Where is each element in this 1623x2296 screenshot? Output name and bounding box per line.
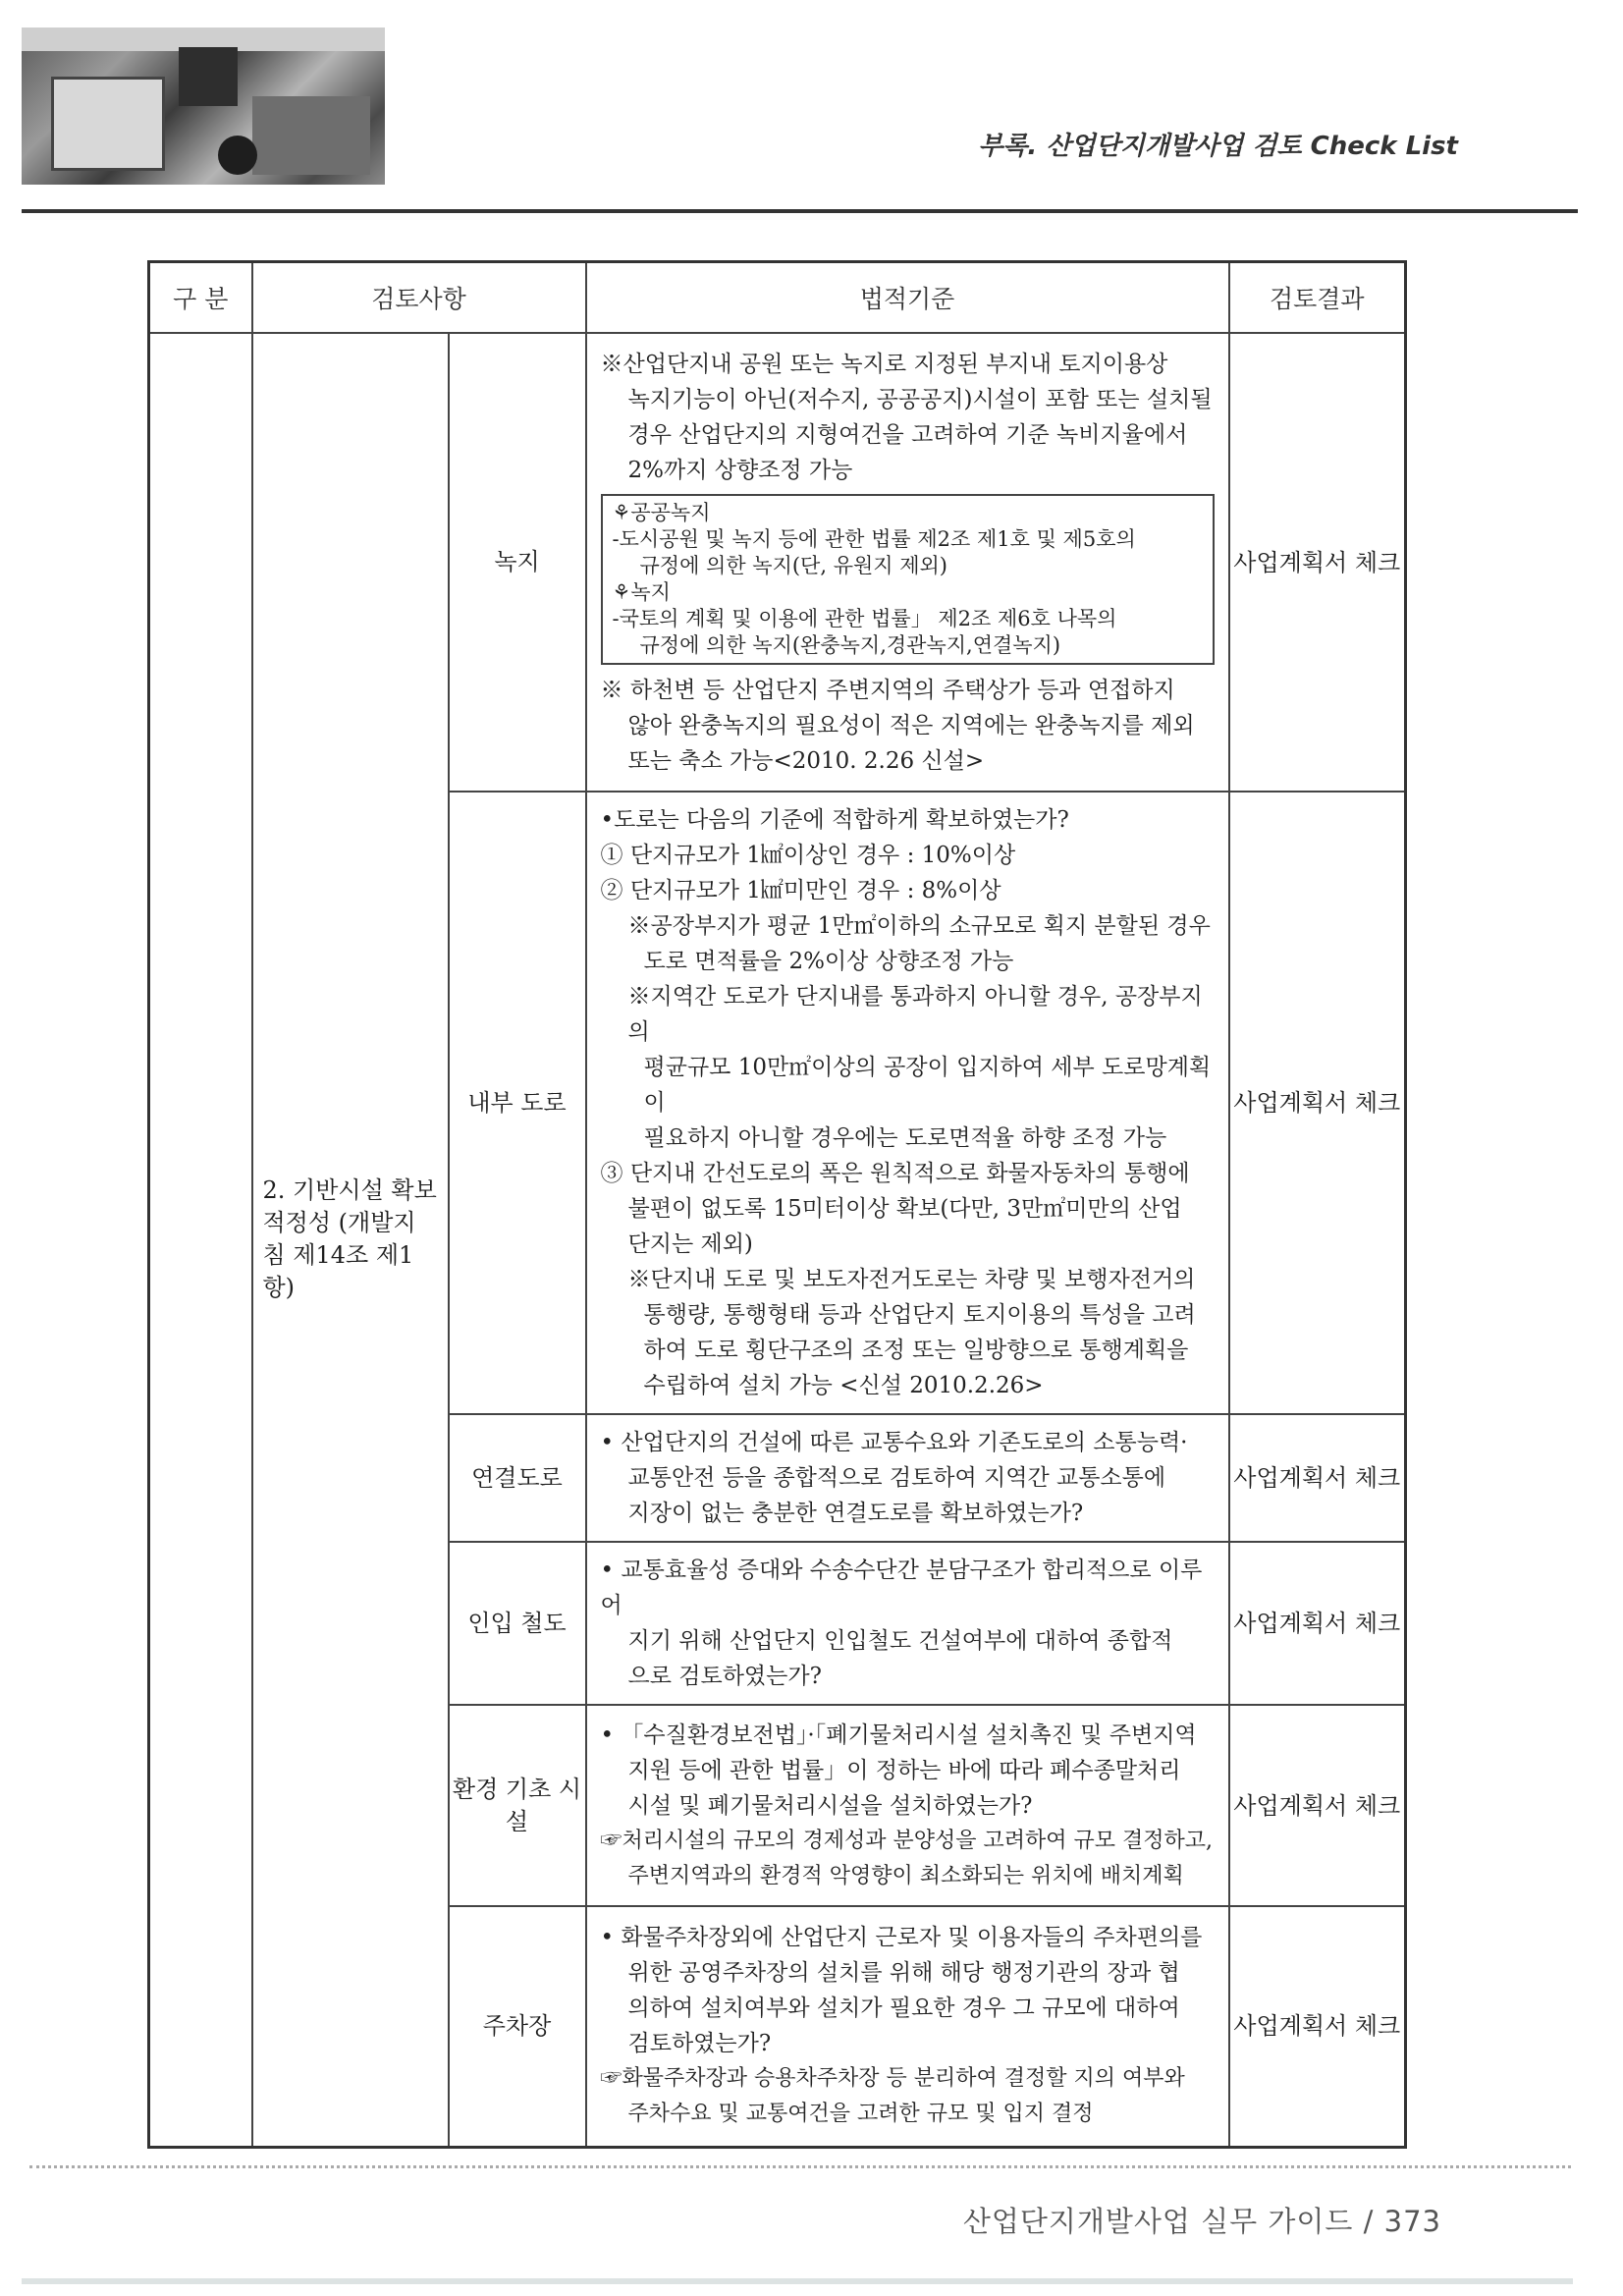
box-line: ⚘녹지 [612,579,671,604]
criteria-line: 필요하지 아니할 경우에는 도로면적율 하향 조정 가능 [643,1125,1167,1151]
category-blank-cell [149,333,252,2147]
criteria-line: 의하여 설치여부와 설치가 필요한 경우 그 규모에 대하여 [627,1995,1180,2022]
criteria-line: 주변지역과의 환경적 악영향이 최소화되는 위치에 배치계획 [627,1863,1184,1888]
header-criteria: 법적기준 [586,262,1229,334]
criteria-line: 위한 공영주차장의 설치를 위해 해당 행정기관의 장과 협 [627,1960,1180,1987]
criteria-line: 지장이 없는 충분한 연결도로를 확보하였는가? [627,1501,1084,1526]
criteria-line: 도로 면적률을 2%이상 상향조정 가능 [643,949,1014,974]
checklist-table [147,260,1407,2149]
criteria-cell [586,1542,1229,1705]
criteria-line: 않아 완충녹지의 필요성이 적은 지역에는 완충녹지를 제외 [627,712,1195,738]
criteria-line: 단지는 제외) [627,1231,753,1257]
criteria-line: 교통안전 등을 종합적으로 검토하여 지역간 교통소통에 [627,1465,1166,1491]
criteria-line: • 산업단지의 건설에 따른 교통수요와 기존도로의 소통능력· [600,1430,1188,1455]
criteria-line: •도로는 다음의 기준에 적합하게 확보하였는가? [600,807,1069,833]
criteria-line: 평균규모 10만㎡이상의 공장이 입지하여 세부 도로망계획이 [643,1055,1212,1116]
header-item: 검토사항 [252,262,586,334]
criteria-line: 지원 등에 관한 법률」이 정하는 바에 따라 폐수종말처리 [627,1757,1181,1783]
criteria-line: ① 단지규모가 1㎢이상인 경우 : 10%이상 [600,843,1016,868]
header-category: 구 분 [149,262,252,334]
criteria-line: ☞처리시설의 규모의 경제성과 분양성을 고려하여 규모 결정하고, [600,1828,1214,1853]
criteria-line: 2%까지 상향조정 가능 [627,457,853,483]
criteria-line: 주차수요 및 교통여건을 고려한 규모 및 입지 결정 [627,2102,1094,2127]
result-cell: 사업계획서 체크 [1229,1906,1406,2147]
criteria-line: ※단지내 도로 및 보도자전거도로는 차량 및 보행자전거의 [627,1267,1196,1292]
result-cell: 사업계획서 체크 [1229,333,1406,792]
item-cell: 내부 도로 [449,792,586,1414]
criteria-cell [586,1705,1229,1906]
criteria-line: ② 단지규모가 1㎢미만인 경우 : 8%이상 [600,878,1001,903]
box-line: 규정에 의한 녹지(완충녹지,경관녹지,연결녹지) [639,632,1061,657]
page-footer: 산업단지개발사업 실무 가이드 / 373 [962,2205,1441,2238]
result-cell: 사업계획서 체크 [1229,792,1406,1414]
box-line: 규정에 의한 녹지(단, 유원지 제외) [639,553,947,577]
criteria-line: • 교통효율성 증대와 수송수단간 분담구조가 합리적으로 이루어 [600,1558,1203,1618]
result-cell: 사업계획서 체크 [1229,1705,1406,1906]
criteria-line: 지기 위해 산업단지 인입철도 건설여부에 대하여 종합적 [627,1628,1173,1654]
criteria-line: ③ 단지내 간선도로의 폭은 원칙적으로 화물자동차의 통행에 [600,1161,1190,1186]
criteria-line: 녹지기능이 아닌(저수지, 공공공지)시설이 포함 또는 설치될 [627,386,1213,412]
box-line: ⚘공공녹지 [612,500,711,524]
item-cell: 연결도로 [449,1414,586,1542]
result-cell: 사업계획서 체크 [1229,1414,1406,1542]
header-title: 부록. 산업단지개발사업 검토 Check List [978,132,1458,161]
criteria-line: 검토하였는가? [627,2031,772,2057]
box-line: -국토의 계획 및 이용에 관한 법률」 제2조 제6호 나목의 [612,606,1117,630]
table-row [149,333,1406,792]
box-line: -도시공원 및 녹지 등에 관한 법률 제2조 제1호 및 제5호의 [612,526,1136,551]
criteria-cell [586,333,1229,792]
criteria-line: ※지역간 도로가 단지내를 통과하지 아니할 경우, 공장부지의 [627,984,1203,1045]
criteria-line: ※ 하천변 등 산업단지 주변지역의 주택상가 등과 연접하지 [600,677,1175,703]
item-cell: 주차장 [449,1906,586,2147]
criteria-line: 통행량, 통행형태 등과 산업단지 토지이용의 특성을 고려 [643,1302,1196,1328]
table-header-row [149,262,1406,334]
criteria-line: ※산업단지내 공원 또는 녹지로 지정된 부지내 토지이용상 [600,351,1168,377]
criteria-line: 또는 축소 가능<2010. 2.26 신설> [627,747,985,774]
header-result: 검토결과 [1229,262,1406,334]
footer-rule [22,2278,1573,2284]
result-cell: 사업계획서 체크 [1229,1542,1406,1705]
header-photo [22,27,385,185]
criteria-line: 경우 산업단지의 지형여건을 고려하여 기준 녹비지율에서 [627,421,1188,448]
criteria-cell [586,1906,1229,2147]
criteria-line: ☞화물주차장과 승용차주차장 등 분리하여 결정할 지의 여부와 [600,2066,1185,2092]
criteria-line: • 화물주차장외에 산업단지 근로자 및 이용자들의 주차편의를 [600,1925,1203,1951]
green-area-definition-box [601,494,1215,665]
category-cell: 2. 기반시설 확보 적정성 (개발지침 제14조 제1항) [252,333,449,2147]
criteria-line: • 「수질환경보전법」·「폐기물처리시설 설치촉진 및 주변지역 [600,1722,1197,1748]
item-cell: 녹지 [449,333,586,792]
criteria-cell [586,1414,1229,1542]
item-cell: 인입 철도 [449,1542,586,1705]
criteria-line: 수립하여 설치 가능 <신설 2010.2.26> [643,1373,1044,1398]
criteria-cell [586,792,1229,1414]
criteria-line: 으로 검토하였는가? [627,1664,822,1689]
header-rule [22,209,1578,213]
criteria-line: ※공장부지가 평균 1만㎡이하의 소규모로 획지 분할된 경우 [627,913,1211,939]
item-cell: 환경 기초 시설 [449,1705,586,1906]
footer-divider [29,2165,1571,2168]
criteria-line: 하여 도로 횡단구조의 조정 또는 일방향으로 통행계획을 [643,1338,1189,1363]
criteria-line: 시설 및 폐기물처리시설을 설치하였는가? [627,1792,1033,1819]
criteria-line: 불편이 없도록 15미터이상 확보(다만, 3만㎡미만의 산업 [627,1196,1182,1222]
